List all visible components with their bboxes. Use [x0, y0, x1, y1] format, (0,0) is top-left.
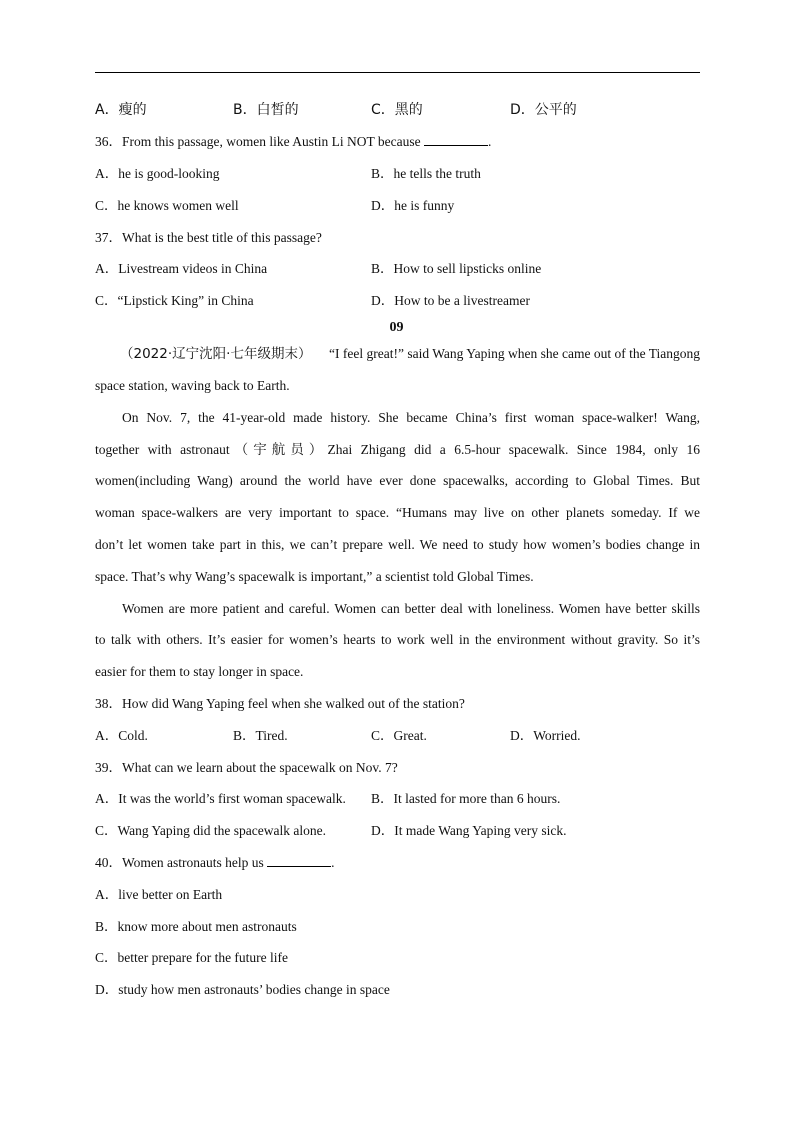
- answer-blank: [267, 854, 331, 867]
- passage-line-1-text: “I feel great!” said Wang Yaping when she came out of the Tiangong: [329, 346, 700, 361]
- q40-option-b: B．know more about men astronauts: [95, 919, 297, 934]
- passage-source: （2022·辽宁沈阳·七年级期末）: [120, 346, 312, 362]
- q37-option-b: B．How to sell lipsticks online: [371, 261, 542, 276]
- question-40-stem: [95, 854, 335, 872]
- q36-stem-end: .: [487, 134, 492, 149]
- passage-line-11: easier for them to stay longer in space.: [95, 664, 304, 679]
- answer-blank: [424, 133, 488, 146]
- passage-line-6: woman space-walkers are very important to space. “Humans may live on other planets someday. If we: [95, 505, 700, 520]
- passage-line-1: [120, 345, 700, 363]
- q40-option-d: D．study how men astronauts’ bodies change in space: [95, 982, 390, 997]
- q38-option-c: C．Great.: [371, 728, 427, 743]
- question-36-stem: [95, 133, 491, 151]
- q37-option-d: D．How to be a livestreamer: [371, 293, 530, 308]
- q39-option-b: B．It lasted for more than 6 hours.: [371, 791, 561, 806]
- q36-option-b: B．he tells the truth: [371, 166, 481, 181]
- q39-option-d: D．It made Wang Yaping very sick.: [371, 823, 567, 838]
- q35-option-c: C．黑的: [371, 102, 423, 118]
- q38-option-a: A．Cold.: [95, 728, 148, 743]
- q35-option-b: B．白皙的: [233, 102, 299, 118]
- passage-line-5: women(including Wang) around the world have ever done spacewalks, according to Global Times. But: [95, 473, 700, 488]
- q38-option-d: D．Worried.: [510, 728, 581, 743]
- q39-option-a: A．It was the world’s first woman spacewalk.: [95, 791, 346, 806]
- q40-stem-text: 40．Women astronauts help us: [95, 855, 264, 870]
- q39-option-c: C．Wang Yaping did the spacewalk alone.: [95, 823, 326, 838]
- q36-option-a: A．he is good-looking: [95, 166, 220, 181]
- q40-stem-end: .: [331, 855, 335, 870]
- passage-line-2: space station, waving back to Earth.: [95, 378, 290, 393]
- section-number: 09: [389, 320, 404, 335]
- passage-line-3: On Nov. 7, the 41-year-old made history. She became China’s first woman space-walker! Wang,: [122, 410, 700, 425]
- q40-option-a: A．live better on Earth: [95, 887, 223, 902]
- passage-line-8: space. That’s why Wang’s spacewalk is important,” a scientist told Global Times.: [95, 569, 534, 584]
- header-rule: [95, 72, 700, 73]
- q37-option-a: A．Livestream videos in China: [95, 261, 268, 276]
- passage-line-4: together with astronaut（宇航员）Zhai Zhigang did a 6.5-hour spacewalk. Since 1984, only 16: [95, 442, 700, 457]
- passage-line-10: to talk with others. It’s easier for women’s hearts to work well in the environment without gravity. So it’s: [95, 632, 700, 647]
- question-37-stem: 37．What is the best title of this passage?: [95, 230, 322, 245]
- q37-option-c: C．“Lipstick King” in China: [95, 293, 254, 308]
- q35-option-a: A．瘦的: [95, 102, 147, 118]
- question-38-stem: 38．How did Wang Yaping feel when she walked out of the station?: [95, 696, 465, 711]
- q36-option-d: D．he is funny: [371, 198, 455, 213]
- q40-option-c: C．better prepare for the future life: [95, 950, 289, 965]
- passage-line-9: Women are more patient and careful. Women can better deal with loneliness. Women have better skills: [122, 601, 700, 616]
- q36-option-c: C．he knows women well: [95, 198, 239, 213]
- q35-option-d: D．公平的: [510, 102, 577, 118]
- q36-stem-text: 36．From this passage, women like Austin Li NOT because: [95, 134, 421, 149]
- q38-option-b: B．Tired.: [233, 728, 288, 743]
- passage-line-7: don’t let women take part in this, we can’t prepare well. We need to study how women’s bodies change in: [95, 537, 700, 552]
- question-39-stem: 39．What can we learn about the spacewalk on Nov. 7?: [95, 760, 398, 775]
